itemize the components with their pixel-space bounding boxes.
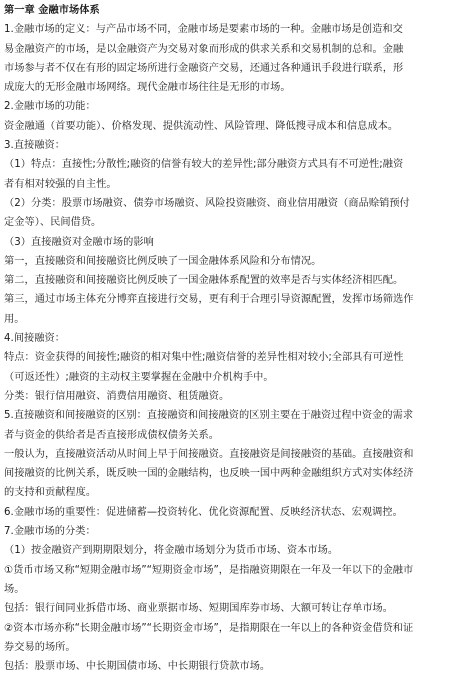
text-line: ②资本市场亦称“长期金融市场”“长期资金市场”，是指期限在一年以上的各种资金借贷和证 bbox=[4, 622, 414, 634]
text-line: 用。 bbox=[4, 313, 25, 325]
text-line: 券交易的场所。 bbox=[4, 641, 76, 653]
text-line: 第二，直接融资和间接融资比例反映了一国金融体系配置的效率是否与实体经济相匹配。 bbox=[4, 275, 404, 287]
text-line: 成庞大的无形金融市场网络。现代金融市场往往是无形的市场。 bbox=[4, 82, 291, 94]
text-line: 3.直接融资： bbox=[4, 140, 66, 152]
text-line: 第三，通过市场主体充分博弈直接进行交易，更有利于合理引导资源配置，发挥市场筛选作 bbox=[4, 294, 414, 306]
text-line: 者与资金的供给者是否直接形成债权债务关系。 bbox=[4, 429, 219, 441]
text-line: 2.金融市场的功能： bbox=[4, 101, 96, 113]
text-line: （3）直接融资对金融市场的影响 bbox=[4, 236, 154, 248]
text-line: （1）特点：直接性;分散性;融资的信誉有较大的差异性;部分融资方式具有不可逆性;融资 bbox=[4, 159, 404, 171]
text-line: 分类：银行信用融资、消费信用融资、租赁融资。 bbox=[4, 390, 230, 402]
text-line: 间接融资的比例关系，既反映一国的金融结构，也反映一国中两种金融组织方式对实体经济 bbox=[4, 468, 414, 480]
text-line: 特点：资金获得的间接性;融资的相对集中性;融资信誉的差异性相对较小;全部具有可逆性 bbox=[4, 352, 404, 364]
text-line: 市场参与者不仅在有形的固定场所进行金融资产交易，还通过各种通讯手段进行联系，形 bbox=[4, 62, 404, 74]
text-line: 包括：银行间同业拆借市场、商业票据市场、短期国库券市场、大额可转让存单市场。 bbox=[4, 603, 394, 615]
text-line: 资金融通（首要功能）、价格发现、提供流动性、风险管理、降低搜寻成本和信息成本。 bbox=[4, 120, 399, 132]
text-line: 的支持和贡献程度。 bbox=[4, 487, 97, 499]
text-line: 易金融资产的市场，是以金融资产为交易对象而形成的供求关系和交易机制的总和。金融 bbox=[4, 43, 404, 55]
text-line: （可返还性）;融资的主动权主要掌握在金融中介机构手中。 bbox=[4, 371, 274, 383]
text-line: 7.金融市场的分类： bbox=[4, 526, 96, 538]
text-line: 第一，直接融资和间接融资比例反映了一国金融体系风险和分布情况。 bbox=[4, 255, 322, 267]
chapter-title: 第一章 金融市场体系 bbox=[4, 5, 100, 16]
text-line: 定金等）、民间借贷。 bbox=[4, 217, 102, 229]
text-line: （1）按金融资产到期期限划分，将金融市场划分为货币市场、资本市场。 bbox=[4, 545, 339, 557]
text-line: 者有相对较强的自主性。 bbox=[4, 178, 117, 190]
text-line: ①货币市场又称“短期金融市场”“短期资金市场”，是指融资期限在一年及一年以下的金融市 bbox=[4, 564, 414, 576]
text-line: 包括：股票市场、中长期国债市场、中长期银行贷款市场。 bbox=[4, 661, 271, 673]
text-line: 6.金融市场的重要性：促进储蓄—投资转化、优化资源配置、反映经济状态、宏观调控。 bbox=[4, 506, 403, 518]
text-line: 一般认为，直接融资活动从时间上早于间接融资。直接融资是间接融资的基础。直接融资和 bbox=[4, 448, 414, 460]
text-line: 5.直接融资和间接融资的区别：直接融资和间接融资的区别主要在于融资过程中资金的需求 bbox=[4, 410, 414, 422]
text-line: 1.金融市场的定义：与产品市场不同，金融市场是要素市场的一种。金融市场是创造和交 bbox=[4, 24, 403, 36]
text-line: 场。 bbox=[4, 583, 25, 595]
text-line: （2）分类：股票市场融资、债券市场融资、风险投资融资、商业信用融资（商品赊销预付 bbox=[4, 197, 410, 209]
text-line: 4.间接融资： bbox=[4, 333, 66, 345]
